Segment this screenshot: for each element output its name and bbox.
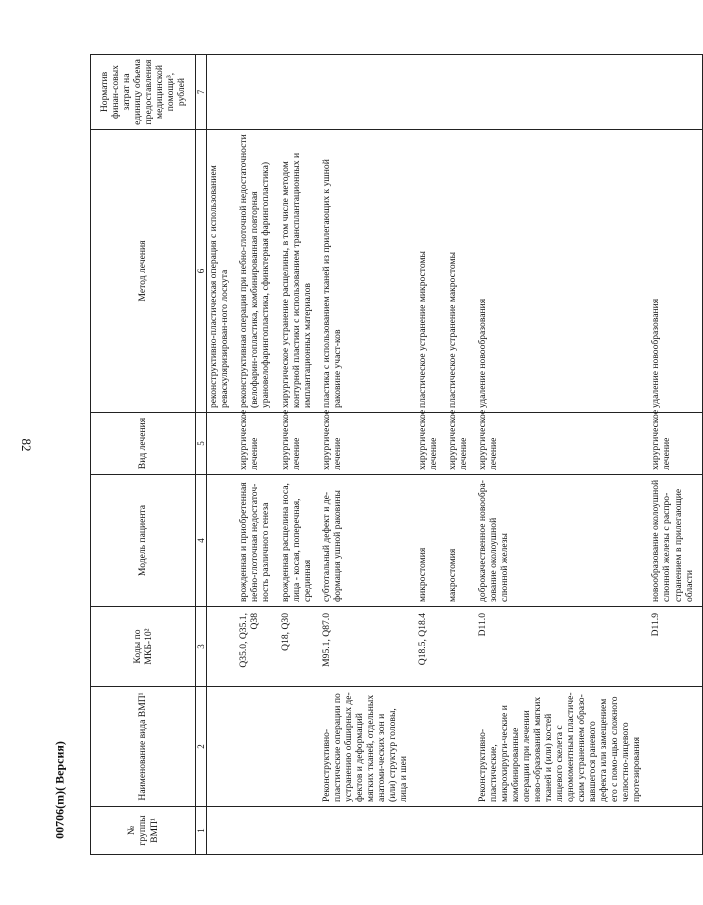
- group-number-cell: [416, 807, 440, 855]
- spacer-cell: [696, 607, 703, 687]
- treatment-method-cell: удаление новообразования: [476, 130, 643, 413]
- spacer-cell: [696, 475, 703, 607]
- group-number-cell: [649, 807, 695, 855]
- header-group-number: № группы ВМП¹: [91, 807, 196, 855]
- group-number-cell: [237, 807, 272, 855]
- header-cost-norm: Норматив финан-совых затрат на единицу объема предоставления медицинской помощи³, рублей: [91, 55, 196, 130]
- table-row: [416, 55, 440, 855]
- cost-norm-cell: [279, 55, 314, 130]
- column-number: 6: [196, 130, 207, 413]
- vmp-name-cell: [416, 687, 440, 807]
- icd-code-cell: M95.1, Q87.0: [320, 607, 410, 687]
- spacer-cell: [696, 130, 703, 413]
- group-number-cell: [320, 807, 410, 855]
- table-row: [237, 55, 272, 855]
- spacer-cell: [696, 413, 703, 475]
- patient-model-cell: макростомия: [446, 475, 470, 607]
- icd-code-cell: Q18, Q30: [279, 607, 314, 687]
- cost-norm-cell: [649, 55, 695, 130]
- column-number: 2: [196, 687, 207, 807]
- icd-code-cell: D11.9: [649, 607, 695, 687]
- icd-code-cell: Q35.0, Q35.1, Q38: [237, 607, 272, 687]
- column-number: 1: [196, 807, 207, 855]
- treatment-type-cell: хирургическое лечение: [649, 413, 695, 475]
- page-number: 82: [19, 438, 34, 452]
- table-row: [476, 55, 643, 855]
- table-row: [279, 55, 314, 855]
- patient-model-cell: субтотальный дефект и де-формация ушной раковины: [320, 475, 410, 607]
- row-spacer: [696, 55, 703, 855]
- treatment-type-cell: хирургическое лечение: [476, 413, 643, 475]
- treatment-type-cell: хирургическое лечение: [237, 413, 272, 475]
- treatment-type-cell: хирургическое лечение: [446, 413, 470, 475]
- table-row: [446, 55, 470, 855]
- cost-norm-cell: [320, 55, 410, 130]
- header-vmp-name: Наименование вида ВМП¹: [91, 687, 196, 807]
- group-number-cell: [446, 807, 470, 855]
- cost-norm-cell: [476, 55, 643, 130]
- patient-model-cell: микростомия: [416, 475, 440, 607]
- header-patient-model: Модель пациента: [91, 475, 196, 607]
- column-number: 5: [196, 413, 207, 475]
- vmp-name-cell: [649, 687, 695, 807]
- cost-norm-cell: [237, 55, 272, 130]
- treatment-type-cell: [207, 413, 232, 475]
- vmp-name-cell: [207, 687, 232, 807]
- group-number-cell: [207, 807, 232, 855]
- vmp-name-cell: [237, 687, 272, 807]
- header-icd-codes: Коды по МКБ-10²: [91, 607, 196, 687]
- icd-code-cell: [446, 607, 470, 687]
- vmp-name-cell: [446, 687, 470, 807]
- treatment-type-cell: хирургическое лечение: [320, 413, 410, 475]
- icd-code-cell: Q18.5, Q18.4: [416, 607, 440, 687]
- treatment-method-cell: пластическое устранение микростомы: [416, 130, 440, 413]
- rotated-table-frame: [90, 55, 695, 855]
- vmp-table: [90, 54, 703, 855]
- header-treatment-method: Метод лечения: [91, 130, 196, 413]
- icd-code-cell: [207, 607, 232, 687]
- table-row: [649, 55, 695, 855]
- vmp-name-cell: Реконструктивно-пластические операции по устранению обширных де-фектов и деформаций мягких тканей, отдельных анатоми-ческих зон и (или) структур головы, лица и шеи: [320, 687, 410, 807]
- table-body: [207, 55, 702, 855]
- patient-model-cell: новообразование околоушной слюнной железы с распро-странением в прилегающие области: [649, 475, 695, 607]
- spacer-cell: [696, 55, 703, 130]
- treatment-method-cell: пластическое устранение макростомы: [446, 130, 470, 413]
- treatment-type-cell: хирургическое лечение: [279, 413, 314, 475]
- treatment-method-cell: удаление новообразования: [649, 130, 695, 413]
- column-number: 4: [196, 475, 207, 607]
- vmp-name-cell: [279, 687, 314, 807]
- cost-norm-cell: [207, 55, 232, 130]
- document-footer: 00706(m)( Версия): [52, 741, 67, 839]
- treatment-method-cell: пластика с использованием тканей из прилегающих к ушной раковине участ-ков: [320, 130, 410, 413]
- column-number: 7: [196, 55, 207, 130]
- cost-norm-cell: [446, 55, 470, 130]
- treatment-type-cell: хирургическое лечение: [416, 413, 440, 475]
- header-treatment-type: Вид лечения: [91, 413, 196, 475]
- column-number: 3: [196, 607, 207, 687]
- vmp-name-cell: Реконструктивно-пластические, микрохирурги-ческие и комбинированные операции при лечении ново-образований мягких тканей и (или) костей лицевого скелета с одномоментным пластиче-ским устранением образо-вавшегося раневого дефекта или замещением его с помо-щью сложного челюстно-лицевого протезирования: [476, 687, 643, 807]
- treatment-method-cell: реконструктивно-пластическая операция с использованием реваскуляризирован-ного лоскута: [207, 130, 232, 413]
- cost-norm-cell: [416, 55, 440, 130]
- spacer-cell: [696, 807, 703, 855]
- patient-model-cell: [207, 475, 232, 607]
- group-number-cell: [476, 807, 643, 855]
- table-row: [320, 55, 410, 855]
- treatment-method-cell: реконструктивная операция при небно-глоточной недостаточности (велофарин-гопластика, комбинированная повторная урановелофарингопластика, сфинктерная фарингопластика): [237, 130, 272, 413]
- patient-model-cell: врожденная и приобретенная небно-глоточная недостаточ-ность различного генеза: [237, 475, 272, 607]
- table-row: [207, 55, 232, 855]
- spacer-cell: [696, 687, 703, 807]
- treatment-method-cell: хирургическое устранение расщелины, в том числе методом контурной пластики с использованием трансплантационных и имплантационных материалов: [279, 130, 314, 413]
- icd-code-cell: D11.0: [476, 607, 643, 687]
- patient-model-cell: врожденная расщелина носа, лица - косая, поперечная, срединная: [279, 475, 314, 607]
- patient-model-cell: доброкачественное новообра-зование околоушной слюнной железы: [476, 475, 643, 607]
- group-number-cell: [279, 807, 314, 855]
